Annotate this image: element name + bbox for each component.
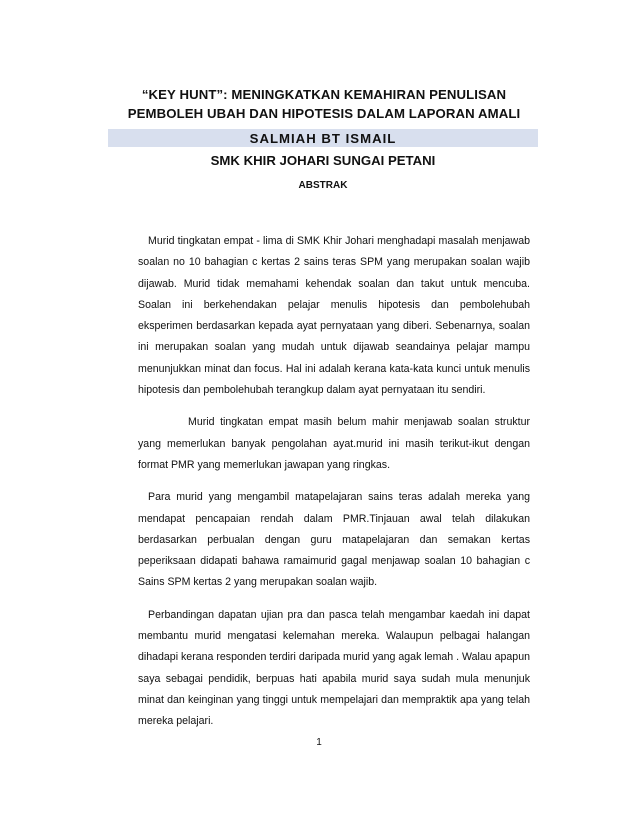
paragraph-1: Murid tingkatan empat - lima di SMK Khir Johari menghadapi masalah menjawab soalan no 10 bahagian c kertas 2 sains teras SPM yang merupakan soalan wajib dijawab. Murid tidak memahami kehendak soalan dan takut untuk mencuba. Soalan ini berkehendakan pelajar menulis hipotesis dan pembolehubah eksperimen berdasarkan kepada ayat pernyataan yang diberi. Sebenarnya, soalan ini merupakan soalan yang mudah untuk dijawab seandainya pelajar mampu menunjukkan minat dan focus. Hal ini adalah kerana kata-kata kunci untuk menulis hipotesis dan pembolehubah terangkup dalam ayat pernyataan itu sendiri. [138,235,530,397]
paragraph-3: Para murid yang mengambil matapelajaran sains teras adalah mereka yang mendapat pencapaian rendah dalam PMR.Tinjauan awal telah dilakukan berdasarkan perbualan dengan guru matapelajaran dan semakan kertas peperiksaan didapati bahawa ramaimurid gagal menjawap soalan 10 bahagian c Sains SPM kertas 2 yang merupakan soalan wajib. [138,491,530,589]
abstract-heading: ABSTRAK [298,180,348,191]
page-number: 1 [316,737,322,748]
paragraph-2: Murid tingkatan empat masih belum mahir menjawab soalan struktur yang memerlukan banyak pengolahan ayat.murid ini masih terikut-ikut dengan format PMR yang memerlukan jawapan yang ringkas. [138,416,530,471]
author-name: SALMIAH BT ISMAIL [249,131,397,146]
paragraph-4: Perbandingan dapatan ujian pra dan pasca telah mengambar kaedah ini dapat membantu murid mengatasi kelemahan mereka. Walaupun pelbagai halangan dihadapi kerana responden terdiri daripada murid yang agak lemah . Walau apapun saya sebagai pendidik, berpuas hati apabila murid saya sudah mula menunjuk minat dan keinginan yang tinggi untuk mempelajari dan mempraktik apa yang telah mereka pelajari. [138,608,530,728]
abstract-body [138,231,530,744]
paper-title: “KEY HUNT”: MENINGKATKAN KEMAHIRAN PENULISAN PEMBOLEH UBAH DAN HIPOTESIS DALAM LAPORAN AMALI [127,87,521,121]
school-name: SMK KHIR JOHARI SUNGAI PETANI [210,153,436,168]
